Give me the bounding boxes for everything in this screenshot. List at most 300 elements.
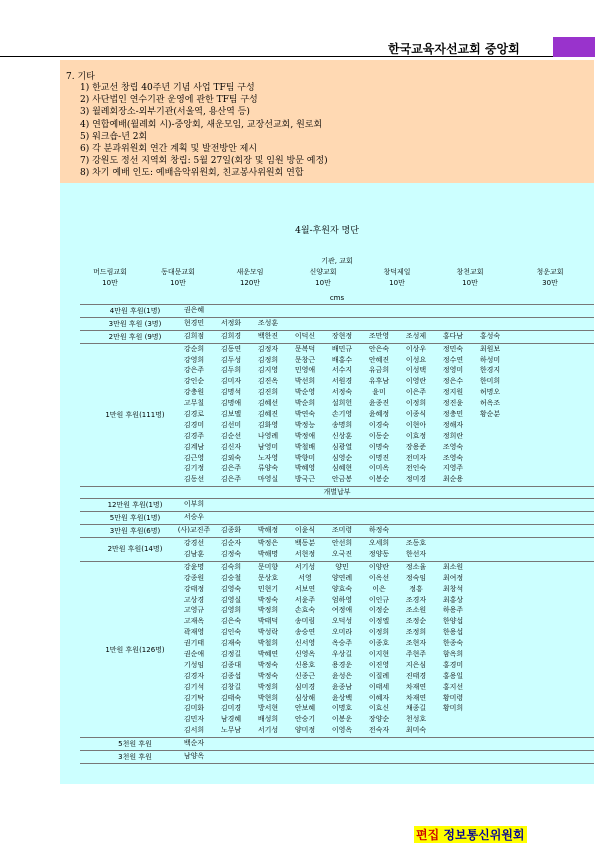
donor-name: 이은주 (405, 388, 427, 397)
donor-name: 방국근 (294, 475, 316, 484)
org-amount: 10만 (389, 279, 405, 287)
donor-name: 권순애 (183, 650, 205, 659)
donor-name: 김지영 (257, 366, 279, 375)
donor-name: 강인순 (183, 377, 205, 386)
donor-name: 허명오 (479, 388, 501, 397)
notes-item: 7) 강원도 정선 지역회 창립: 5월 27일(회장 및 임원 방문 예정) (80, 156, 328, 167)
donor-name: 안혜진 (368, 355, 390, 364)
donor-name: 곽재영 (183, 628, 205, 637)
donor-name: 이윤식 (294, 526, 316, 535)
donor-name: 한용섭 (442, 628, 464, 637)
donor-name: 정영미 (442, 366, 464, 375)
donor-name: 최소원 (442, 562, 464, 571)
donor-name: 방서현 (257, 704, 279, 713)
donor-name: 김계남 (183, 442, 205, 451)
name-row (174, 365, 594, 376)
donor-name: 강경선 (183, 539, 205, 548)
donor-name: 조소원 (405, 606, 427, 615)
donor-name: 한종숙 (442, 639, 464, 648)
name-row (174, 420, 594, 431)
tier-label: 12만원 후원(1명) (107, 501, 163, 510)
donor-name: 황순분 (479, 410, 501, 419)
donor-name: 박선희 (294, 377, 316, 386)
donor-name: 한경지 (479, 366, 501, 375)
donor-name: 손기영 (331, 410, 353, 419)
donor-name: 기성임 (183, 660, 205, 669)
donor-name: 정희란 (442, 431, 464, 440)
donor-name: 강은주 (183, 366, 205, 375)
notes-title: 7. 기타 (66, 72, 95, 82)
donor-name: 심혜현 (331, 464, 353, 473)
donor-name: 차재연 (405, 682, 427, 691)
name-row (174, 525, 594, 536)
donor-name: 김재숙 (220, 639, 242, 648)
donor-name: 백동분 (294, 539, 316, 548)
donor-name: 장용준 (405, 442, 427, 451)
tier-names (174, 318, 594, 329)
donor-name: 서윤주 (294, 595, 316, 604)
donor-name: 김기정 (183, 464, 205, 473)
donor-name: 박정애 (294, 431, 316, 440)
donor-name: 노무남 (220, 726, 242, 735)
donor-name: 윤혜정 (368, 410, 390, 419)
donor-name: 정민숙 (442, 344, 464, 353)
donor-name: 이종호 (368, 639, 390, 648)
name-row (174, 573, 594, 584)
donor-name: 이효정 (405, 431, 427, 440)
donor-name: 조정희 (405, 628, 427, 637)
donor-name: 강순희 (183, 344, 205, 353)
donor-name: 안선희 (331, 539, 353, 548)
donor-name: 서원경 (331, 377, 353, 386)
donor-name: 옥승주 (331, 639, 353, 648)
donor-name: 황미령 (442, 693, 464, 702)
org-amount: 10만 (462, 279, 478, 287)
donor-name: 장양순 (368, 715, 390, 724)
donor-title: 4월-후원자 명단 (295, 226, 359, 236)
donor-name: 윤종진 (368, 399, 390, 408)
donor-name: 양미정 (294, 726, 316, 735)
donor-name: 박정능 (294, 420, 316, 429)
name-row (174, 638, 594, 649)
tier-names (174, 562, 594, 736)
donor-box (60, 183, 594, 784)
donor-name: 이덕신 (294, 331, 316, 340)
donor-tier (80, 525, 594, 537)
donor-name: 김경주 (183, 431, 205, 440)
tier-names (174, 344, 594, 486)
donor-name: 전인숙 (405, 464, 427, 473)
name-row (174, 562, 594, 573)
donor-name: 이정순 (368, 606, 390, 615)
notes-item: 3) 월례회장소-외부기관(서울역, 용산역 등) (80, 107, 250, 118)
donor-name: 조영숙 (442, 453, 464, 462)
donor-name: 김미경 (220, 704, 242, 713)
donor-name: 김영실 (220, 595, 242, 604)
name-row (174, 305, 594, 316)
donor-name: 이성요 (405, 355, 427, 364)
donor-name: 이상우 (405, 344, 427, 353)
donor-name: 김승철 (220, 573, 242, 582)
donor-name: 서정숙 (331, 388, 353, 397)
donor-name: 김미화 (183, 704, 205, 713)
donor-name: 김진희 (257, 388, 279, 397)
donor-name: 서기성 (257, 726, 279, 735)
donor-name: 민현기 (257, 584, 279, 593)
donor-tier (80, 562, 594, 737)
donor-name: 이현아 (405, 420, 427, 429)
donor-name: 이진영 (368, 660, 390, 669)
donor-name: 오덕성 (331, 617, 353, 626)
donor-tier (80, 331, 594, 343)
donor-name: 김영희 (220, 606, 242, 615)
donor-name: 백한진 (257, 331, 279, 340)
donor-name: 안승기 (294, 715, 316, 724)
notes-item: 1) 한교선 창립 40주년 기념 사업 TF팀 구성 (80, 83, 255, 93)
donor-name: 김순자 (220, 539, 242, 548)
donor-name: 강종원 (183, 573, 205, 582)
donor-name: 조경자 (405, 595, 427, 604)
donor-tier (80, 305, 594, 317)
donor-name: 배민규 (331, 344, 353, 353)
donor-name: 김두성 (220, 355, 242, 364)
donor-name: 허옥조 (479, 399, 501, 408)
donor-name: 김선미 (220, 420, 242, 429)
donor-name: 신서영 (294, 639, 316, 648)
donor-name: 박해명 (257, 549, 279, 558)
donor-name: 이옥선 (368, 573, 390, 582)
org-names-row (80, 267, 594, 278)
donor-name: 박혜영 (294, 464, 316, 473)
donor-name: 이정엘 (368, 617, 390, 626)
donor-name: 박정숙 (257, 671, 279, 680)
tier-names (174, 738, 594, 749)
org-amount: 10만 (170, 279, 186, 287)
donor-name: 윤미 (372, 388, 386, 397)
donor-name: 송승연 (294, 628, 316, 637)
donor-name: 전미자 (405, 453, 427, 462)
donor-tier (80, 538, 594, 561)
donor-name: 문미향 (257, 562, 279, 571)
personal-label: 개별납부 (323, 488, 351, 497)
donor-name: 김정희 (257, 355, 279, 364)
donor-name: 한양섭 (442, 617, 464, 626)
donor-name: 박성락 (257, 628, 279, 637)
donor-name: 배홍수 (331, 355, 353, 364)
donor-name: 이혜자 (368, 693, 390, 702)
donor-name: 조만영 (368, 331, 390, 340)
donor-name: 문복덕 (294, 344, 316, 353)
cms-label: cms (329, 294, 345, 302)
name-row (174, 584, 594, 595)
donor-name: 이은 (372, 584, 386, 593)
donor-name: 이명호 (331, 704, 353, 713)
name-row (174, 512, 594, 523)
donor-name: 이미옥 (368, 464, 390, 473)
donor-name: 김종섭 (220, 671, 242, 680)
name-row (174, 616, 594, 627)
donor-name: 김미자 (220, 377, 242, 386)
name-row (174, 693, 594, 704)
notes-item: 5) 워크숍-년 2회 (80, 131, 148, 142)
donor-name: 양연례 (331, 573, 353, 582)
donor-name: 노자영 (257, 453, 279, 462)
donor-name: 고무칠 (183, 399, 205, 408)
donor-name: 김보멜 (220, 410, 242, 419)
donor-name: 김외숙 (220, 453, 242, 462)
donor-name: 김정숙 (220, 549, 242, 558)
donor-name: 김기탁 (183, 693, 205, 702)
donor-name: 심상해 (294, 693, 316, 702)
name-row (174, 442, 594, 453)
donor-name: 서영 (298, 573, 312, 582)
donor-name: 여정애 (331, 606, 353, 615)
donor-name: 한미희 (479, 377, 501, 386)
donor-name: 김경미 (183, 420, 205, 429)
donor-name: 조동호 (405, 539, 427, 548)
donor-name: 마영실 (257, 475, 279, 484)
donor-name: 심영순 (331, 453, 353, 462)
donor-name: 이지현 (368, 650, 390, 659)
donor-name: 조영숙 (442, 442, 464, 451)
org-name: 동대문교회 (161, 268, 195, 276)
donor-name: 김영숙 (220, 584, 242, 593)
donor-name: 이정희 (368, 628, 390, 637)
donor-name: 박향미 (294, 453, 316, 462)
donor-name: 김종화 (220, 526, 242, 535)
donor-name: 안은숙 (368, 344, 390, 353)
donor-name: 김민자 (183, 715, 205, 724)
donor-name: 정은수 (442, 377, 464, 386)
org-amount: 120만 (239, 279, 261, 287)
donor-name: 이부희 (183, 500, 205, 509)
donor-name: 최홍상 (442, 595, 464, 604)
donor-name: 박정희 (257, 606, 279, 615)
donor-name: 이질례 (368, 671, 390, 680)
donor-name: 하용주 (442, 606, 464, 615)
donor-name: 서수지 (331, 366, 353, 375)
name-row (174, 671, 594, 682)
donor-name: 강충원 (183, 388, 205, 397)
name-row (174, 409, 594, 420)
tier-label: 5천원 후원 (118, 740, 152, 749)
donor-name: 이정희 (405, 399, 427, 408)
notes-item: 2) 사단법인 연수기관 운영에 관한 TF팀 구성 (80, 95, 258, 106)
donor-name: 백순자 (183, 739, 205, 748)
name-row (174, 703, 594, 714)
donor-name: 윤상백 (331, 693, 353, 702)
donor-name: 홍용일 (442, 671, 464, 680)
donor-name: 신용호 (294, 660, 316, 669)
name-row (174, 714, 594, 725)
name-row (174, 682, 594, 693)
donor-name: 조성훈 (257, 318, 279, 327)
donor-name: 박혜연 (257, 650, 279, 659)
donor-name: 정진윤 (442, 399, 464, 408)
donor-name: 김정길 (220, 650, 242, 659)
donor-name: 최미숙 (405, 726, 427, 735)
tier-names (174, 305, 594, 316)
org-amount: 10만 (102, 279, 118, 287)
donor-name: 지은심 (405, 660, 427, 669)
name-row (174, 453, 594, 464)
donor-name: 김숙희 (220, 562, 242, 571)
donor-name: 김근영 (183, 453, 205, 462)
name-row (174, 649, 594, 660)
donor-tier (80, 738, 594, 750)
org-name: 청운교회 (536, 268, 564, 276)
tier-label: 1만원 후원(111명) (105, 411, 165, 420)
donor-name: 김동선 (183, 475, 205, 484)
donor-name: 서보연 (294, 584, 316, 593)
donor-name: 김은주 (220, 464, 242, 473)
donor-name: 권기태 (183, 639, 205, 648)
donor-name: 심광열 (331, 442, 353, 451)
donor-name: 양민 (335, 562, 349, 571)
donor-name: 박철희 (257, 639, 279, 648)
donor-name: 홍경미 (442, 660, 464, 669)
donor-name: 김희점 (183, 331, 205, 340)
donor-name: 홍다남 (442, 331, 464, 340)
donor-name: 안금봉 (331, 475, 353, 484)
donor-name: 이태세 (368, 682, 390, 691)
donor-name: 김경자 (183, 671, 205, 680)
donor-name: 박정은 (257, 539, 279, 548)
donor-name: 오국진 (331, 549, 353, 558)
donor-name: 박연숙 (294, 410, 316, 419)
donor-name: 김화영 (257, 420, 279, 429)
donor-name: 전숙자 (368, 726, 390, 735)
notes-item: 8) 차기 예배 인도: 예배음악위원회, 친교봉사위원회 연합 (80, 168, 304, 179)
tier-label: 2만원 후원(14명) (107, 545, 163, 554)
name-row (174, 725, 594, 736)
donor-name: 송명희 (331, 420, 353, 429)
donor-name: 서기성 (294, 562, 316, 571)
donor-name: 신영옥 (294, 650, 316, 659)
donor-name: 양효숙 (331, 584, 353, 593)
donor-name: 김동연 (220, 344, 242, 353)
donor-name: 송미림 (294, 617, 316, 626)
donor-name: 채종길 (405, 704, 427, 713)
donor-name: 서정화 (220, 318, 242, 327)
donor-name: 문상호 (257, 573, 279, 582)
donor-tier (80, 751, 594, 763)
donor-name: 김명애 (220, 399, 242, 408)
donor-name: 문창근 (294, 355, 316, 364)
donor-name: 김두희 (220, 366, 242, 375)
donor-name: 민영애 (294, 366, 316, 375)
donor-name: 설희헌 (331, 399, 353, 408)
donor-name: 홍지선 (442, 682, 464, 691)
donor-name: 고재옥 (183, 617, 205, 626)
donor-name: 이인규 (368, 595, 390, 604)
donor-name: 이종식 (405, 410, 427, 419)
tier-label: 3만원 후원 (3명) (108, 319, 162, 328)
donor-name: 이성택 (405, 366, 427, 375)
donor-name: 최원보 (479, 344, 501, 353)
name-row (174, 605, 594, 616)
donor-name: 정흥 (409, 584, 423, 593)
org-name: 머드림교회 (93, 268, 127, 276)
donor-name: 조성제 (405, 331, 427, 340)
donor-name: 나영례 (257, 431, 279, 440)
donor-name: 이봉운 (331, 715, 353, 724)
tier-label: 1만원 후원(126명) (105, 645, 165, 654)
donor-name: 지영주 (442, 464, 464, 473)
donor-name: 신종근 (294, 671, 316, 680)
donor-name: 박정숙 (257, 660, 279, 669)
donor-name: 엄하영 (331, 595, 353, 604)
donor-name: 오세희 (368, 539, 390, 548)
tier-names (174, 331, 594, 342)
donor-name: 함옥희 (442, 650, 464, 659)
donor-name: 권은혜 (183, 306, 205, 314)
donor-name: 정양동 (368, 549, 390, 558)
donor-name: 김인숙 (220, 628, 242, 637)
donor-name: (사)교진주 (177, 526, 211, 535)
tier-label: 2만원 후원 (9명) (108, 332, 162, 341)
donor-name: 정수연 (442, 355, 464, 364)
donor-name: 최창석 (442, 584, 464, 593)
name-row (174, 318, 594, 329)
donor-name: 김창길 (220, 682, 242, 691)
name-row (174, 431, 594, 442)
donor-name: 황미희 (442, 704, 464, 713)
donor-name: 김진옥 (257, 377, 279, 386)
donor-name: 강윤명 (183, 562, 205, 571)
donor-name: 김은주 (220, 475, 242, 484)
notes-box (60, 60, 594, 183)
donor-name: 신상훈 (331, 431, 353, 440)
footer-credit (414, 826, 527, 843)
donor-name: 박현희 (257, 693, 279, 702)
name-row (174, 751, 594, 762)
org-amounts-row (80, 278, 594, 289)
donor-name: 정소율 (405, 562, 427, 571)
donor-name: 홍성숙 (479, 331, 501, 340)
donor-name: 우상길 (331, 650, 353, 659)
footer-prefix: 편집 (416, 828, 440, 842)
donor-name: 박해정 (257, 526, 279, 535)
footer-committee: 정보통신위원회 (443, 828, 525, 842)
donor-name: 정숙임 (405, 573, 427, 582)
name-row (174, 595, 594, 606)
donor-name: 이동순 (368, 431, 390, 440)
donor-name: 윤성은 (331, 671, 353, 680)
donor-name: 심미경 (294, 682, 316, 691)
donor-name: 이봉순 (368, 475, 390, 484)
donor-name: 한선자 (405, 549, 427, 558)
donor-name: 김순선 (220, 431, 242, 440)
page-header (0, 37, 595, 57)
header-title: 한국교육자선교회 중앙회 (388, 42, 520, 56)
donor-tier (80, 344, 594, 487)
tier-names (174, 499, 594, 510)
donor-name: 하정숙 (368, 526, 390, 535)
row-divider (80, 763, 594, 764)
donor-name: 손효숙 (294, 606, 316, 615)
donor-name: 정해자 (442, 420, 464, 429)
donor-name: 김기석 (183, 682, 205, 691)
name-row (174, 549, 594, 560)
tier-label: 3천원 후원 (118, 753, 152, 762)
tier-names (174, 751, 594, 762)
notes-item: 4) 연합예배(월례회 시)-중앙회, 새운모임, 교장선교회, 원로회 (80, 119, 323, 130)
name-row (174, 660, 594, 671)
donor-name: 류양숙 (257, 464, 279, 473)
name-row (174, 474, 594, 485)
donor-name: 조현자 (405, 639, 427, 648)
